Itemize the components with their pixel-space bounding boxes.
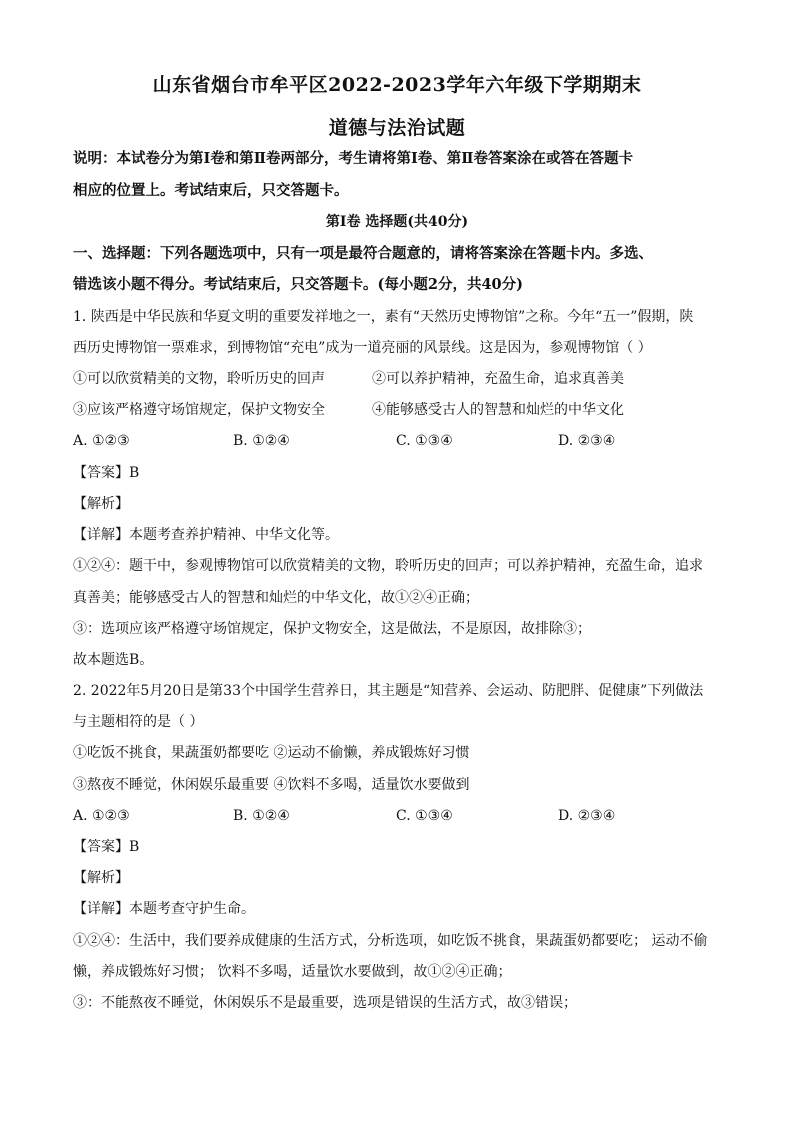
notice-line1: 说明：本试卷分为第Ⅰ卷和第Ⅱ卷两部分，考生请将第Ⅰ卷、第Ⅱ卷答案涂在或答在答题卡 xyxy=(73,150,634,167)
q2-explanation-2: ③：不能熬夜不睡觉，休闲娱乐不是最重要，选项是错误的生活方式，故③错误； xyxy=(73,995,577,1011)
q1-option-c: C. ①③④ xyxy=(396,433,453,449)
q2-explanation-1-line1: ①②④：生活中，我们要养成健康的生活方式，分析选项，如吃饭不挑食，果蔬蛋奶都要吃； 运动不偷 xyxy=(73,933,708,949)
q1-statement-2: ②可以养护精神，充盈生命，追求真善美 xyxy=(372,371,624,387)
q1-explanation-1-line1: ①②④：题干中，参观博物馆可以欣赏精美的文物，聆听历史的回声；可以养护精神，充盈生命，追求 xyxy=(73,558,703,574)
q1-statement-1: ①可以欣赏精美的文物，聆听历史的回声 xyxy=(73,371,325,387)
q1-stem-line1: 1. 陕西是中华民族和华夏文明的重要发祥地之一，素有“天然历史博物馆”之称。今年“五一”假期，陕 xyxy=(73,309,694,325)
part1-heading: 第Ⅰ卷 选择题(共40分) xyxy=(325,214,469,230)
q1-option-b: B. ①②④ xyxy=(233,433,290,449)
q1-statement-4: ④能够感受古人的智慧和灿烂的中华文化 xyxy=(372,402,624,418)
q2-detail: 【详解】本题考查守护生命。 xyxy=(73,901,255,917)
q1-option-d: D. ②③④ xyxy=(558,433,616,449)
q1-option-a: A. ①②③ xyxy=(73,433,130,449)
part1-instruction-line1: 一、选择题：下列各题选项中，只有一项是最符合题意的，请将答案涂在答题卡内。多选、 xyxy=(73,245,653,262)
q2-analysis-label: 【解析】 xyxy=(73,870,129,886)
q2-explanation-1-line2: 懒，养成锻炼好习惯； 饮料不多喝，适量饮水要做到，故①②④正确； xyxy=(73,964,512,980)
notice-line2: 相应的位置上。考试结束后，只交答题卡。 xyxy=(73,182,349,199)
q1-analysis-label: 【解析】 xyxy=(73,496,129,512)
q2-stem-line2: 与主题相符的是（ ） xyxy=(73,714,204,730)
q2-statements-line1: ①吃饭不挑食，果蔬蛋奶都要吃 ②运动不偷懒，养成锻炼好习惯 xyxy=(73,745,470,761)
q1-answer: 【答案】B xyxy=(73,465,140,481)
q1-statement-3: ③应该严格遵守场馆规定，保护文物安全 xyxy=(73,402,325,418)
part1-instruction-line2: 错选该小题不得分。考试结束后，只交答题卡。(每小题2分，共40分) xyxy=(73,276,523,293)
q2-option-b: B. ①②④ xyxy=(233,808,290,824)
q1-detail: 【详解】本题考查养护精神、中华文化等。 xyxy=(73,527,339,543)
q2-option-d: D. ②③④ xyxy=(558,808,616,824)
q1-explanation-1-line2: 真善美；能够感受古人的智慧和灿烂的中华文化，故①②④正确； xyxy=(73,590,479,606)
q2-option-c: C. ①③④ xyxy=(396,808,453,824)
q1-conclusion: 故本题选B。 xyxy=(73,652,154,668)
q2-option-a: A. ①②③ xyxy=(73,808,130,824)
exam-title-line1: 山东省烟台市牟平区2022-2023学年六年级下学期期末 xyxy=(152,74,642,96)
exam-title-line2: 道德与法治试题 xyxy=(328,117,466,139)
q2-stem-line1: 2. 2022年5月20日是第33个中国学生营养日，其主题是“知营养、会运动、防肥胖、促健康”下列做法 xyxy=(73,683,704,699)
q1-stem-line2: 西历史博物馆一票难求，到博物馆“充电”成为一道亮丽的风景线。这是因为，参观博物馆（ ） xyxy=(73,340,652,356)
q2-statements-line2: ③熬夜不睡觉，休闲娱乐最重要 ④饮料不多喝，适量饮水要做到 xyxy=(73,777,470,793)
q1-explanation-2: ③：选项应该严格遵守场馆规定，保护文物安全，这是做法，不是原因，故排除③； xyxy=(73,621,591,637)
q2-answer: 【答案】B xyxy=(73,839,140,855)
